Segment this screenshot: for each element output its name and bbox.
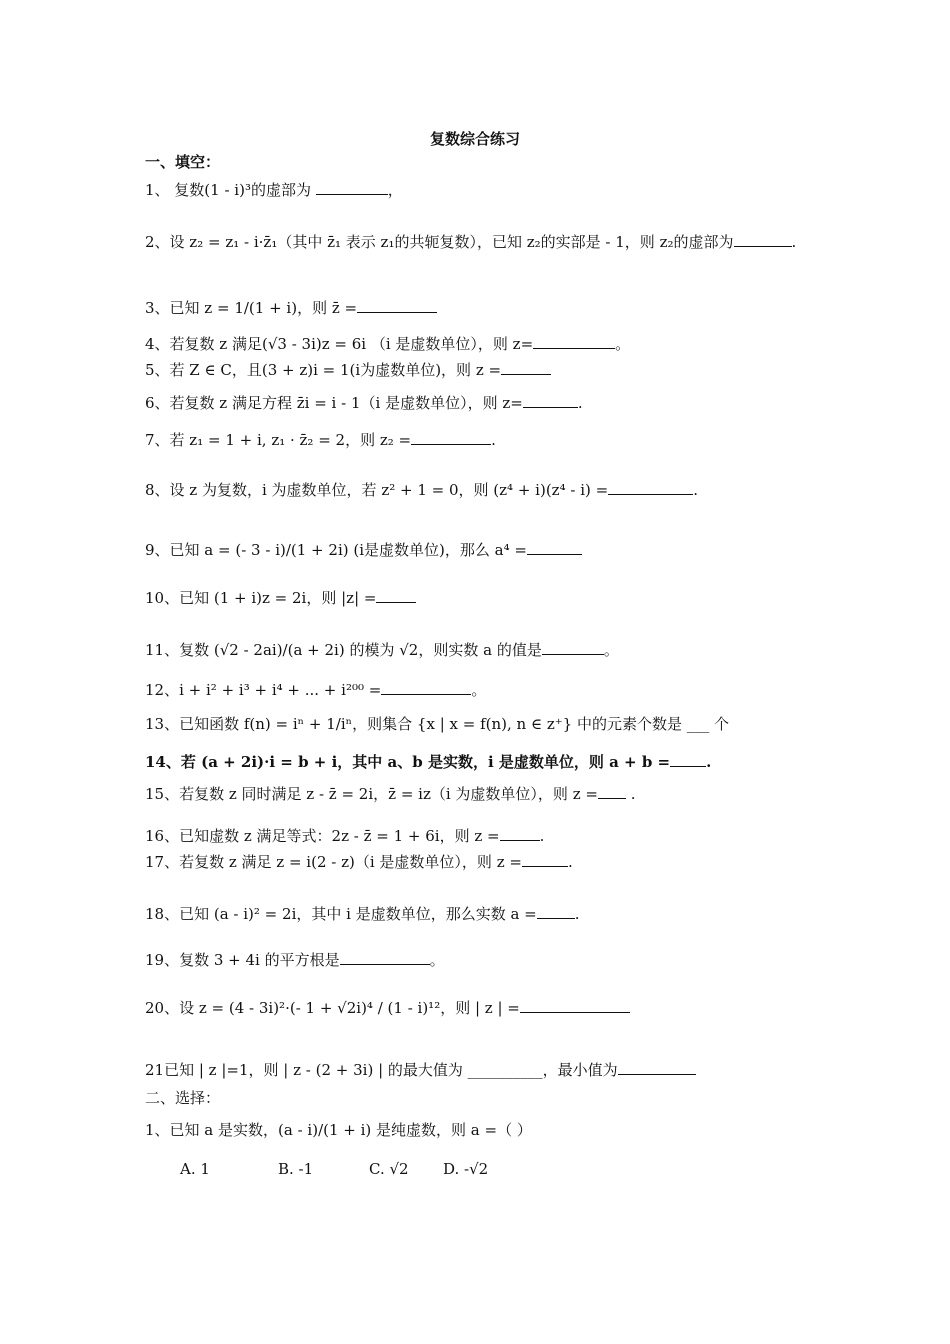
fill-q10: 10、已知 (1 + i)z = 2i，则 |z| = (145, 588, 416, 608)
fill-q16: 16、已知虚数 z 满足等式：2z - z̄ = 1 + 6i，则 z = . (145, 827, 545, 845)
section-fill-heading: 一、填空： (145, 153, 221, 171)
option-c: C. √2 (369, 1160, 409, 1178)
fill-q9: 9、已知 a = (- 3 - i)/(1 + 2i) (i是虚数单位)，那么 a⁴ = (145, 540, 582, 560)
fill-q17: 17、若复数 z 满足 z = i(2 - z)（i 是虚数单位），则 z = . (145, 853, 573, 871)
fill-q7: 7、若 z₁ = 1 + i, z₁ · z̄₂ = 2，则 z₂ = . (145, 431, 496, 449)
fill-q20: 20、设 z = (4 - 3i)²·(- 1 + √2i)⁴ / (1 - i)¹²，则 | z | = (145, 998, 630, 1018)
fill-q13: 13、已知函数 f(n) = iⁿ + 1/iⁿ，则集合 {x | x = f(n), n ∈ z⁺} 中的元素个数是 ___ 个 (145, 715, 729, 733)
fill-q1: 1、 复数(1 - i)³的虚部为 ， (145, 181, 403, 199)
fill-q11: 11、复数 (√2 - 2ai)/(a + 2i) 的模为 √2，则实数 a 的值是 。 (145, 641, 619, 659)
fill-q2: 2、设 z₂ = z₁ - i·z̄₁（其中 z̄₁ 表示 z₁的共轭复数），已知 z₂的实部是 - 1，则 z₂的虚部为 . (145, 233, 797, 251)
option-a: A. 1 (180, 1160, 210, 1178)
option-b: B. -1 (278, 1160, 314, 1178)
fill-q6: 6、若复数 z 满足方程 z̄i = i - 1（i 是虚数单位），则 z= . (145, 394, 583, 412)
fill-q18: 18、已知 (a - i)² = 2i，其中 i 是虚数单位，那么实数 a = . (145, 905, 580, 923)
option-d: D. -√2 (443, 1160, 489, 1178)
fill-q12: 12、i + i² + i³ + i⁴ + ... + i²⁰⁰ = 。 (145, 681, 487, 699)
fill-q21: 21已知 | z |=1，则 | z - (2 + 3i) | 的最大值为 __________，最小值为 (145, 1060, 696, 1080)
fill-q5: 5、若 Z ∈ C，且(3 + z)i = 1(i为虚数单位)，则 z = (145, 360, 551, 380)
fill-q3: 3、已知 z = 1/(1 + i)，则 z̄ = (145, 298, 437, 318)
fill-q15: 15、若复数 z 同时满足 z - z̄ = 2i，z̄ = iz（i 为虚数单位），则 z = . (145, 785, 636, 803)
fill-q4: 4、若复数 z 满足(√3 - 3i)z = 6i （i 是虚数单位），则 z= 。 (145, 335, 631, 353)
fill-q14: 14、若 (a + 2i)·i = b + i，其中 a、b 是实数，i 是虚数单位，则 a + b = . (145, 753, 712, 771)
choice-q1: 1、已知 a 是实数，(a - i)/(1 + i) 是纯虚数，则 a =（ ） (145, 1121, 532, 1139)
fill-q8: 8、设 z 为复数，i 为虚数单位，若 z² + 1 = 0，则 (z⁴ + i)(z⁴ - i) = . (145, 481, 698, 499)
fill-q19: 19、复数 3 + 4i 的平方根是 。 (145, 951, 445, 969)
section-choice-heading: 二、选择： (145, 1089, 221, 1107)
page-title: 复数综合练习 (429, 130, 520, 148)
